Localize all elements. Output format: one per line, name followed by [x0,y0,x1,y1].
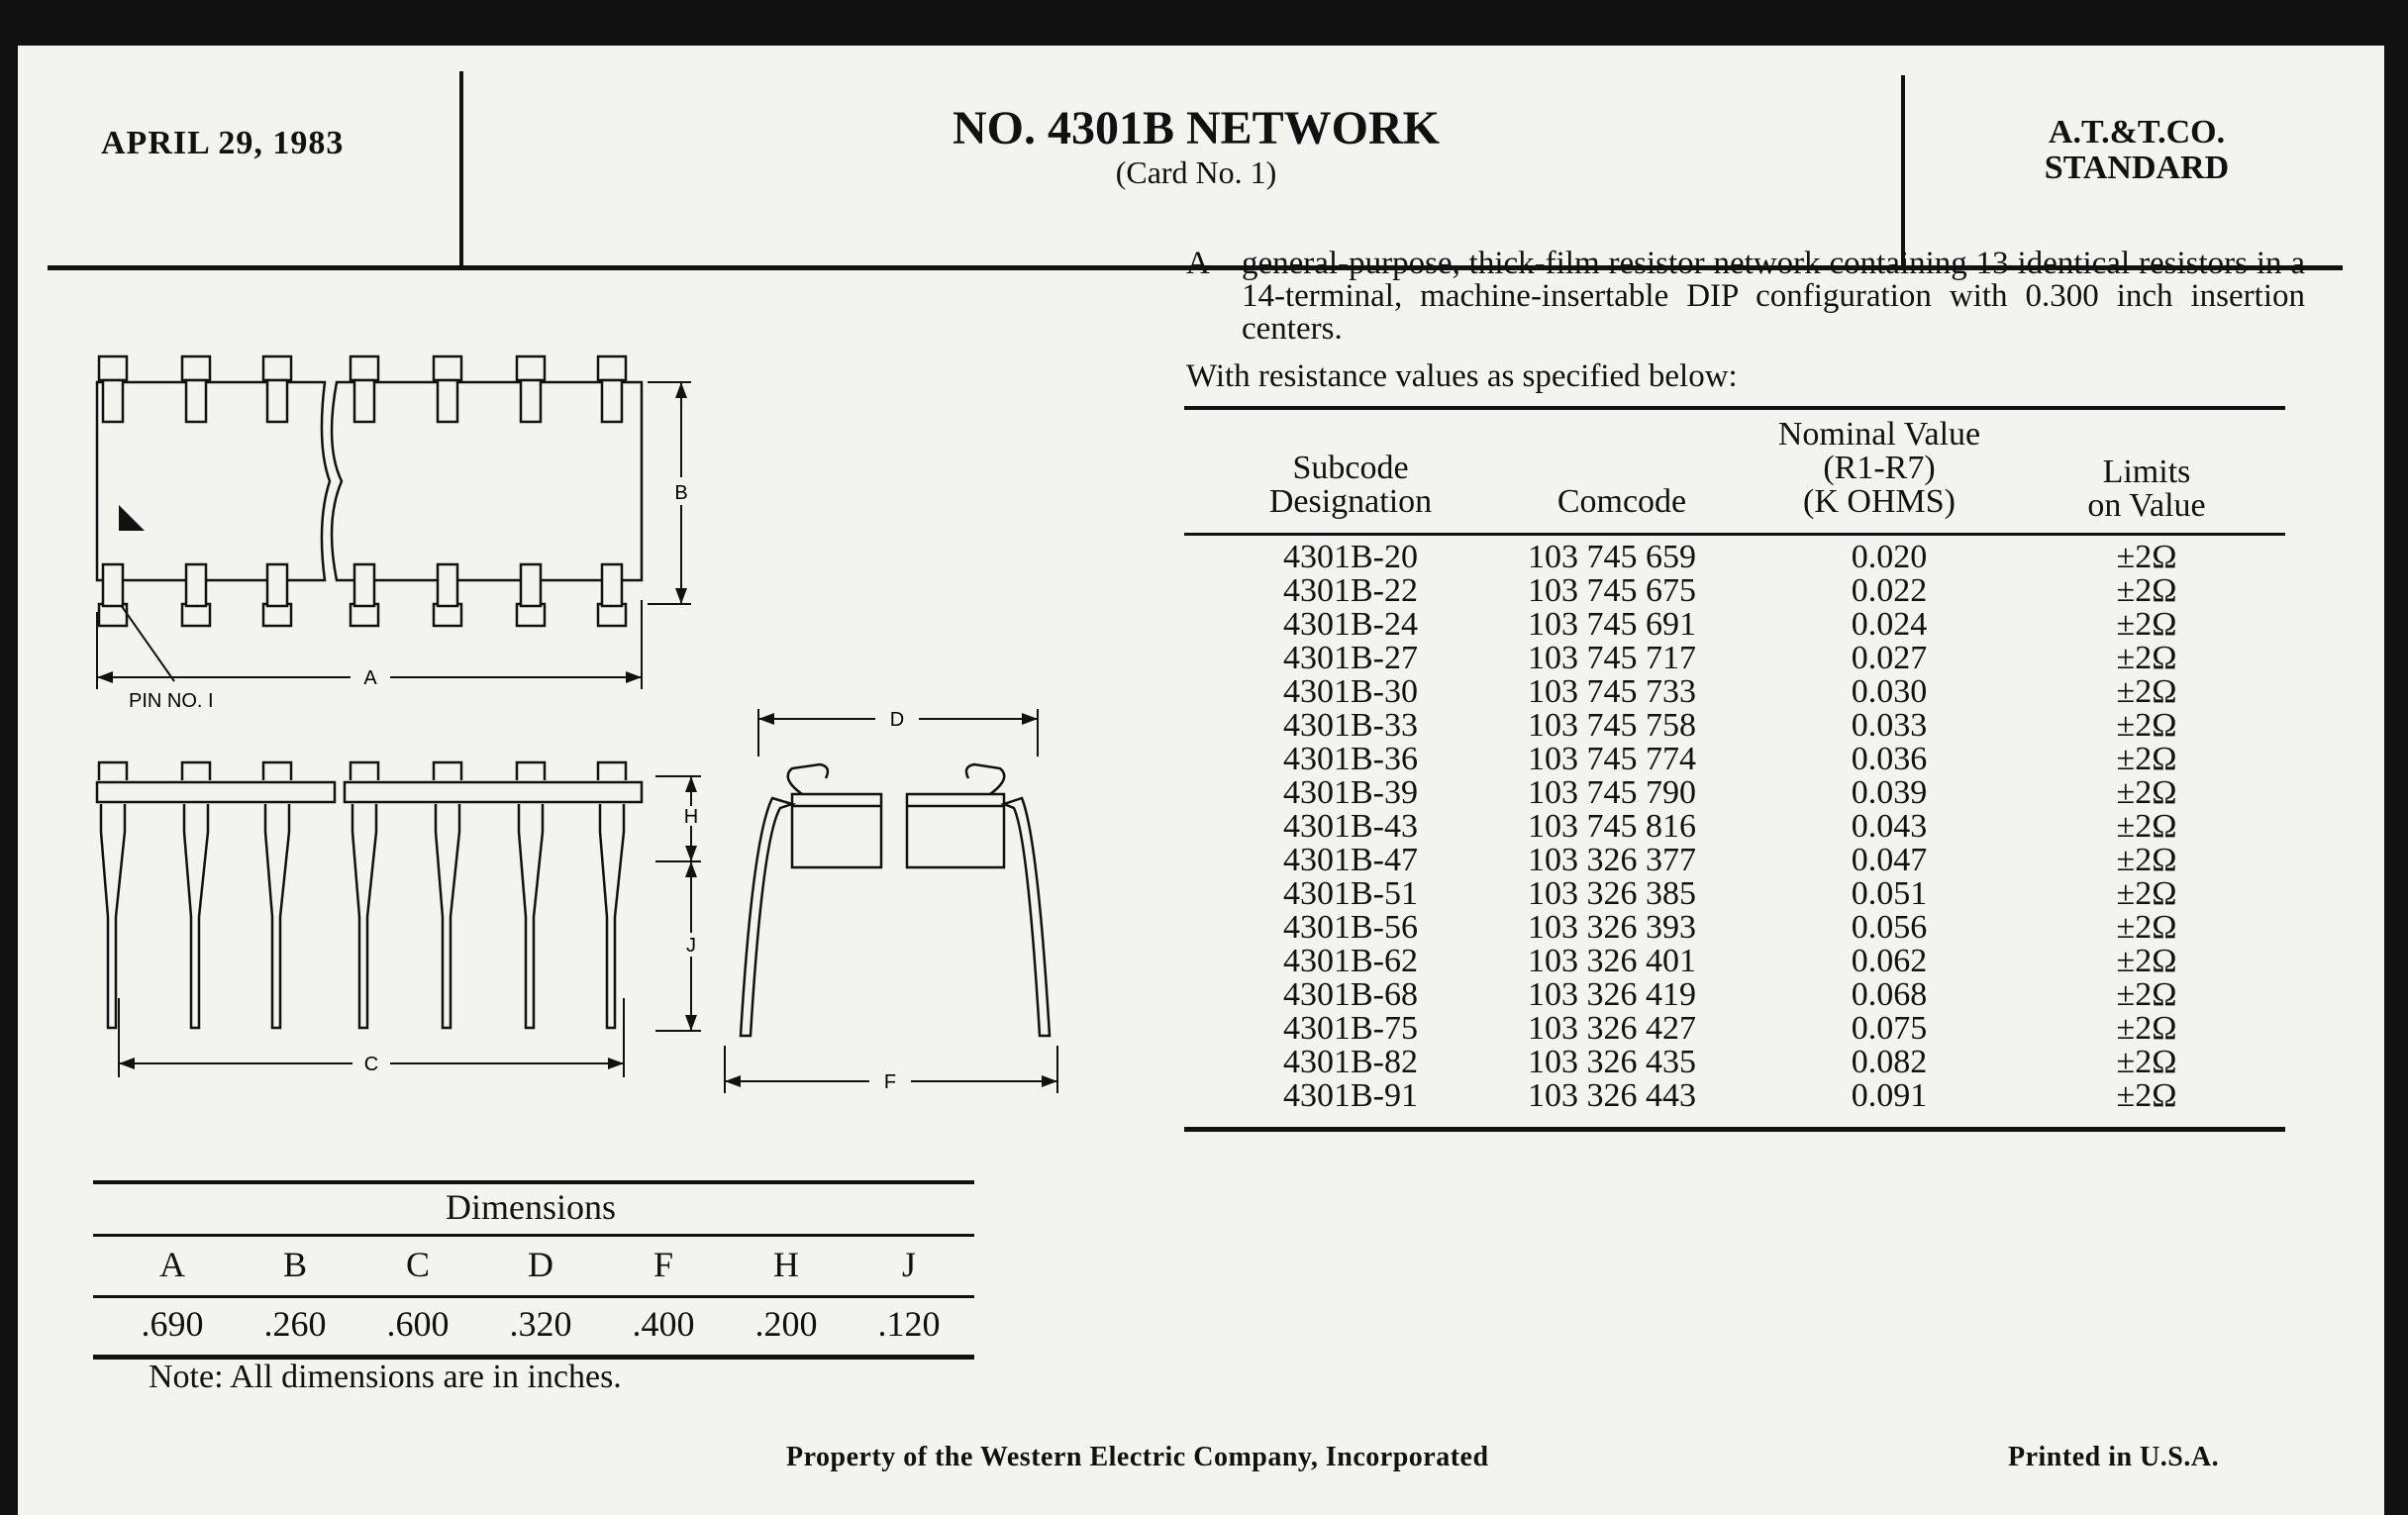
cell-value: 0.036 [1851,741,1928,777]
dim-label-a: A [363,667,377,689]
table-row [1186,1079,2285,1113]
top-view-pin [186,564,206,606]
cell-subcode: 4301B-68 [1283,976,1418,1013]
end-view [741,764,1050,1036]
cell-comcode: 103 326 427 [1528,1010,1696,1047]
cell-limit: ±2Ω [2116,943,2177,979]
dim-value: .200 [754,1304,818,1344]
cell-value: 0.024 [1851,606,1928,643]
top-view-pin [438,380,457,422]
cell-value: 0.030 [1851,673,1928,710]
pin1-marker-icon [119,505,145,531]
cell-limit: ±2Ω [2116,875,2177,912]
cell-value: 0.056 [1851,909,1928,946]
cell-limit: ±2Ω [2116,842,2177,878]
pin1-label: PIN NO. I [129,690,214,712]
cell-limit: ±2Ω [2116,909,2177,946]
cell-comcode: 103 326 443 [1528,1077,1696,1114]
top-view-pin [598,604,626,626]
header-nominal [1731,418,2028,519]
dimensions-title: Dimensions [445,1187,616,1227]
cell-subcode: 4301B-22 [1283,572,1418,609]
top-view-pin [267,380,287,422]
cell-subcode: 4301B-43 [1283,808,1418,845]
top-view-pin [351,604,378,626]
top-view-pin [99,356,127,380]
top-view-pin [598,356,626,380]
cell-subcode: 4301B-27 [1283,640,1418,676]
cell-comcode: 103 745 816 [1528,808,1696,845]
cell-value: 0.027 [1851,640,1928,676]
cell-limit: ±2Ω [2116,1010,2177,1047]
header-nominal-line2: (R1-R7) [1823,450,1936,486]
top-view-pin [182,604,210,626]
top-view-pin [354,380,374,422]
data-card [18,46,2384,1515]
table-row [1186,743,2285,776]
dim-label-b: B [674,482,688,504]
dim-value: .260 [263,1304,327,1344]
cell-comcode: 103 745 717 [1528,640,1696,676]
table-row [1186,911,2285,945]
cell-limit: ±2Ω [2116,572,2177,609]
top-view-pin [103,380,123,422]
table-row [1186,608,2285,642]
table-row [1186,1012,2285,1046]
cell-comcode: 103 326 419 [1528,976,1696,1013]
table-row [1186,1046,2285,1079]
cell-subcode: 4301B-82 [1283,1044,1418,1080]
cell-comcode: 103 326 401 [1528,943,1696,979]
pin1-leader [121,605,174,681]
cell-subcode: 4301B-39 [1283,774,1418,811]
header-comcode: Comcode [1556,483,1687,520]
standard-label [1929,115,2345,186]
cell-comcode: 103 745 691 [1528,606,1696,643]
dim-value: .400 [632,1304,695,1344]
top-view-pin [517,604,545,626]
printed-in: Printed in U.S.A. [2008,1442,2220,1472]
cell-limit: ±2Ω [2116,808,2177,845]
header-subcode-line2: Designation [1268,483,1433,520]
top-view-pin [521,564,541,606]
header-nominal-line3: (K OHMS) [1803,483,1956,520]
dimensions-note: Note: All dimensions are in inches. [149,1359,622,1395]
cell-value: 0.062 [1851,943,1928,979]
standard-line-2: STANDARD [2044,150,2230,186]
cell-subcode: 4301B-47 [1283,842,1418,878]
dim-label-c: C [363,1054,379,1075]
cell-limit: ±2Ω [2116,774,2177,811]
dim-column-header: H [773,1245,799,1284]
cell-subcode: 4301B-24 [1283,606,1418,643]
cell-limit: ±2Ω [2116,606,2177,643]
top-view-pin [521,380,541,422]
top-view-body-right [332,382,642,580]
top-view-pin [602,380,622,422]
cell-subcode: 4301B-30 [1283,673,1418,710]
cell-value: 0.051 [1851,875,1928,912]
top-view-pin [267,564,287,606]
side-view-body-right [345,782,642,802]
header-subcode-line1: Subcode [1292,450,1409,486]
table-bottom-rule [1184,1127,2285,1132]
dim-value: .690 [141,1304,204,1344]
table-header-rule [1184,533,2285,536]
top-view-pin [354,564,374,606]
cell-comcode: 103 326 393 [1528,909,1696,946]
standard-line-1: A.T.&T.CO. [2048,114,2226,151]
header-limits-line2: on Value [2087,487,2206,524]
dim-value: .320 [509,1304,572,1344]
cell-comcode: 103 326 435 [1528,1044,1696,1080]
cell-subcode: 4301B-91 [1283,1077,1418,1114]
table-row [1186,877,2285,911]
table-row [1186,574,2285,608]
cell-comcode: 103 326 385 [1528,875,1696,912]
header-divider-right [1901,75,1905,265]
dim-label-f: F [883,1071,897,1093]
cell-value: 0.020 [1851,539,1928,575]
table-row [1186,709,2285,743]
cell-subcode: 4301B-51 [1283,875,1418,912]
table-row [1186,978,2285,1012]
table-row [1186,844,2285,877]
top-view-pin [602,564,622,606]
cell-subcode: 4301B-20 [1283,539,1418,575]
dim-value: .600 [386,1304,450,1344]
top-view-pin [517,356,545,380]
header-divider-left [459,71,463,265]
cell-limit: ±2Ω [2116,707,2177,744]
table-row [1186,675,2285,709]
cell-limit: ±2Ω [2116,1044,2177,1080]
header-limits [2018,455,2275,523]
cell-value: 0.075 [1851,1010,1928,1047]
cell-subcode: 4301B-33 [1283,707,1418,744]
table-row [1186,810,2285,844]
cell-value: 0.082 [1851,1044,1928,1080]
cell-limit: ±2Ω [2116,976,2177,1013]
top-view-pin [434,356,461,380]
cell-comcode: 103 745 675 [1528,572,1696,609]
cell-limit: ±2Ω [2116,640,2177,676]
card-number: (Card No. 1) [1115,154,1277,190]
page-title: NO. 4301B NETWORK [952,102,1441,154]
dim-table-header-rule [93,1234,974,1237]
dim-column-header: J [901,1245,916,1284]
top-view-body-left [97,382,330,580]
cell-comcode: 103 745 758 [1528,707,1696,744]
table-row [1186,945,2285,978]
cell-subcode: 4301B-36 [1283,741,1418,777]
cell-value: 0.091 [1851,1077,1928,1114]
cell-comcode: 103 745 733 [1528,673,1696,710]
table-row [1186,776,2285,810]
issue-date: APRIL 29, 1983 [101,125,345,161]
top-view-pin [263,604,291,626]
cell-value: 0.047 [1851,842,1928,878]
top-view-pin [186,380,206,422]
dim-label-d: D [889,709,905,731]
cell-comcode: 103 745 774 [1528,741,1696,777]
dim-label-j: J [686,935,696,957]
top-view-pin [103,564,123,606]
header-limits-line1: Limits [2102,454,2191,490]
side-view-body-left [97,782,335,802]
top-view-pin [263,356,291,380]
cell-value: 0.022 [1851,572,1928,609]
package-drawing [57,283,1107,1125]
dim-column-header: A [159,1245,185,1284]
table-row [1186,541,2285,574]
dim-table-top-rule [93,1180,974,1184]
cell-value: 0.043 [1851,808,1928,845]
dim-column-header: F [652,1245,674,1284]
header-subcode [1202,452,1499,519]
description-marker: A [1186,246,1210,281]
property-notice: Property of the Western Electric Company, Incorporated [786,1442,1489,1472]
table-top-rule [1184,406,2285,410]
cell-comcode: 103 745 659 [1528,539,1696,575]
cell-comcode: 103 326 377 [1528,842,1696,878]
cell-subcode: 4301B-56 [1283,909,1418,946]
description-text: general-purpose, thick-film resistor network containing 13 identical resistors in a 14-terminal, machine-insertable DIP configuration with 0.300 inch insertion centers. [1242,246,2305,347]
cell-value: 0.033 [1851,707,1928,744]
dim-column-header: B [282,1245,307,1284]
cell-limit: ±2Ω [2116,741,2177,777]
header-nominal-line1: Nominal Value [1777,416,1981,453]
cell-limit: ±2Ω [2116,673,2177,710]
cell-value: 0.039 [1851,774,1928,811]
cell-limit: ±2Ω [2116,539,2177,575]
top-view-pin [182,356,210,380]
cell-limit: ±2Ω [2116,1077,2177,1114]
top-view-pin [438,564,457,606]
table-row [1186,642,2285,675]
dim-column-header: C [405,1245,430,1284]
resistance-intro: With resistance values as specified below: [1186,358,1738,394]
cell-subcode: 4301B-75 [1283,1010,1418,1047]
dim-value: .120 [877,1304,941,1344]
top-view-pin [434,604,461,626]
cell-value: 0.068 [1851,976,1928,1013]
cell-subcode: 4301B-62 [1283,943,1418,979]
dim-label-h: H [683,806,699,828]
top-view-pin [351,356,378,380]
dim-table-mid-rule [93,1295,974,1298]
cell-comcode: 103 745 790 [1528,774,1696,811]
dim-column-header: D [528,1245,553,1284]
